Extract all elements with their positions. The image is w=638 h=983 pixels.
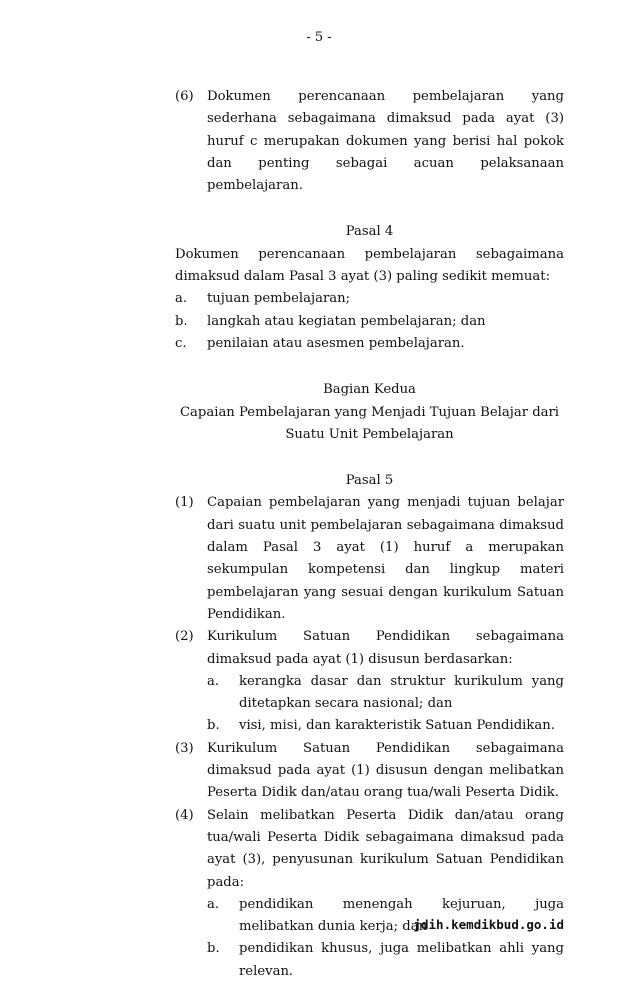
- list-text: kerangka dasar dan struktur kurikulum yang ditetapkan secara nasional; dan: [239, 673, 564, 712]
- list-text: pendidikan menengah kejuruan, juga melibatkan dunia kerja; dan: [239, 896, 564, 935]
- list-item: [175, 311, 564, 333]
- page-number: - 5 -: [306, 30, 332, 45]
- list-label: a.: [175, 291, 188, 307]
- pasal-4-title: Pasal 4: [345, 224, 394, 240]
- list-label: a.: [207, 896, 220, 912]
- pasal-5-title: Pasal 5: [345, 473, 394, 489]
- paragraph-text: Kurikulum Satuan Pendidikan sebagaimana dimaksud pada ayat (1) disusun berdasarkan:: [207, 629, 564, 667]
- paragraph-text: Kurikulum Satuan Pendidikan sebagaimana dimaksud pada ayat (1) disusun dengan melibatkan Peserta Didik dan/atau orang tua/wali Peserta Didik.: [207, 740, 564, 801]
- bagian-title: Bagian Kedua: [323, 382, 416, 398]
- paragraph-4: [175, 805, 564, 894]
- list-item: [175, 288, 564, 310]
- list-text: langkah atau kegiatan pembelajaran; dan: [207, 313, 486, 329]
- list-text: tujuan pembelajaran;: [207, 291, 351, 307]
- list-label: c.: [175, 335, 187, 351]
- list-item: [207, 938, 564, 983]
- document-body: [175, 86, 564, 983]
- list-label: b.: [175, 313, 188, 329]
- pasal-4-intro: Dokumen perencanaan pembelajaran sebagaimana dimaksud dalam Pasal 3 ayat (3) paling sedikit memuat:: [175, 246, 564, 285]
- paragraph-1: [175, 492, 564, 626]
- list-text: penilaian atau asesmen pembelajaran.: [207, 335, 465, 351]
- paragraph-3: [175, 738, 564, 805]
- list-label: b.: [207, 941, 220, 957]
- list-item: [207, 671, 564, 716]
- paragraph-number: (6): [175, 89, 194, 104]
- paragraph-text: Selain melibatkan Peserta Didik dan/atau orang tua/wali Peserta Didik sebagaimana dimaksud pada ayat (3), penyusunan kurikulum Satuan Pendidikan pada:: [207, 807, 564, 890]
- list-text: visi, misi, dan karakteristik Satuan Pendidikan.: [239, 718, 555, 734]
- footer-url: jdih.kemdikbud.go.id: [413, 917, 564, 932]
- paragraph-2: [175, 626, 564, 671]
- paragraph-text: Dokumen perencanaan pembelajaran yang sederhana sebagaimana dimaksud pada ayat (3) huruf c merupakan dokumen yang berisi hal pokok dan penting sebagai acuan pelaksanaan pembelajaran.: [207, 89, 564, 194]
- list-item: [207, 715, 564, 737]
- list-text: pendidikan khusus, juga melibatkan ahli yang relevan.: [239, 941, 564, 979]
- paragraph-number: (4): [175, 807, 194, 823]
- paragraph-number: (2): [175, 629, 194, 645]
- paragraph-number: (3): [175, 740, 194, 756]
- list-item: [175, 333, 564, 355]
- list-label: a.: [207, 673, 220, 689]
- paragraph-number: (1): [175, 495, 194, 511]
- bagian-subtitle-line1: Capaian Pembelajaran yang Menjadi Tujuan Belajar dari: [179, 404, 560, 420]
- list-label: b.: [207, 718, 220, 734]
- paragraph-6: [175, 86, 564, 197]
- paragraph-text: Capaian pembelajaran yang menjadi tujuan belajar dari suatu unit pembelajaran sebagaimana dimaksud dalam Pasal 3 ayat (1) huruf a merupakan sekumpulan kompetensi dan lingkup materi pembelajaran yang sesuai dengan kurikulum Satuan Pendidikan.: [207, 495, 564, 622]
- bagian-subtitle-line2: Suatu Unit Pembelajaran: [285, 426, 454, 442]
